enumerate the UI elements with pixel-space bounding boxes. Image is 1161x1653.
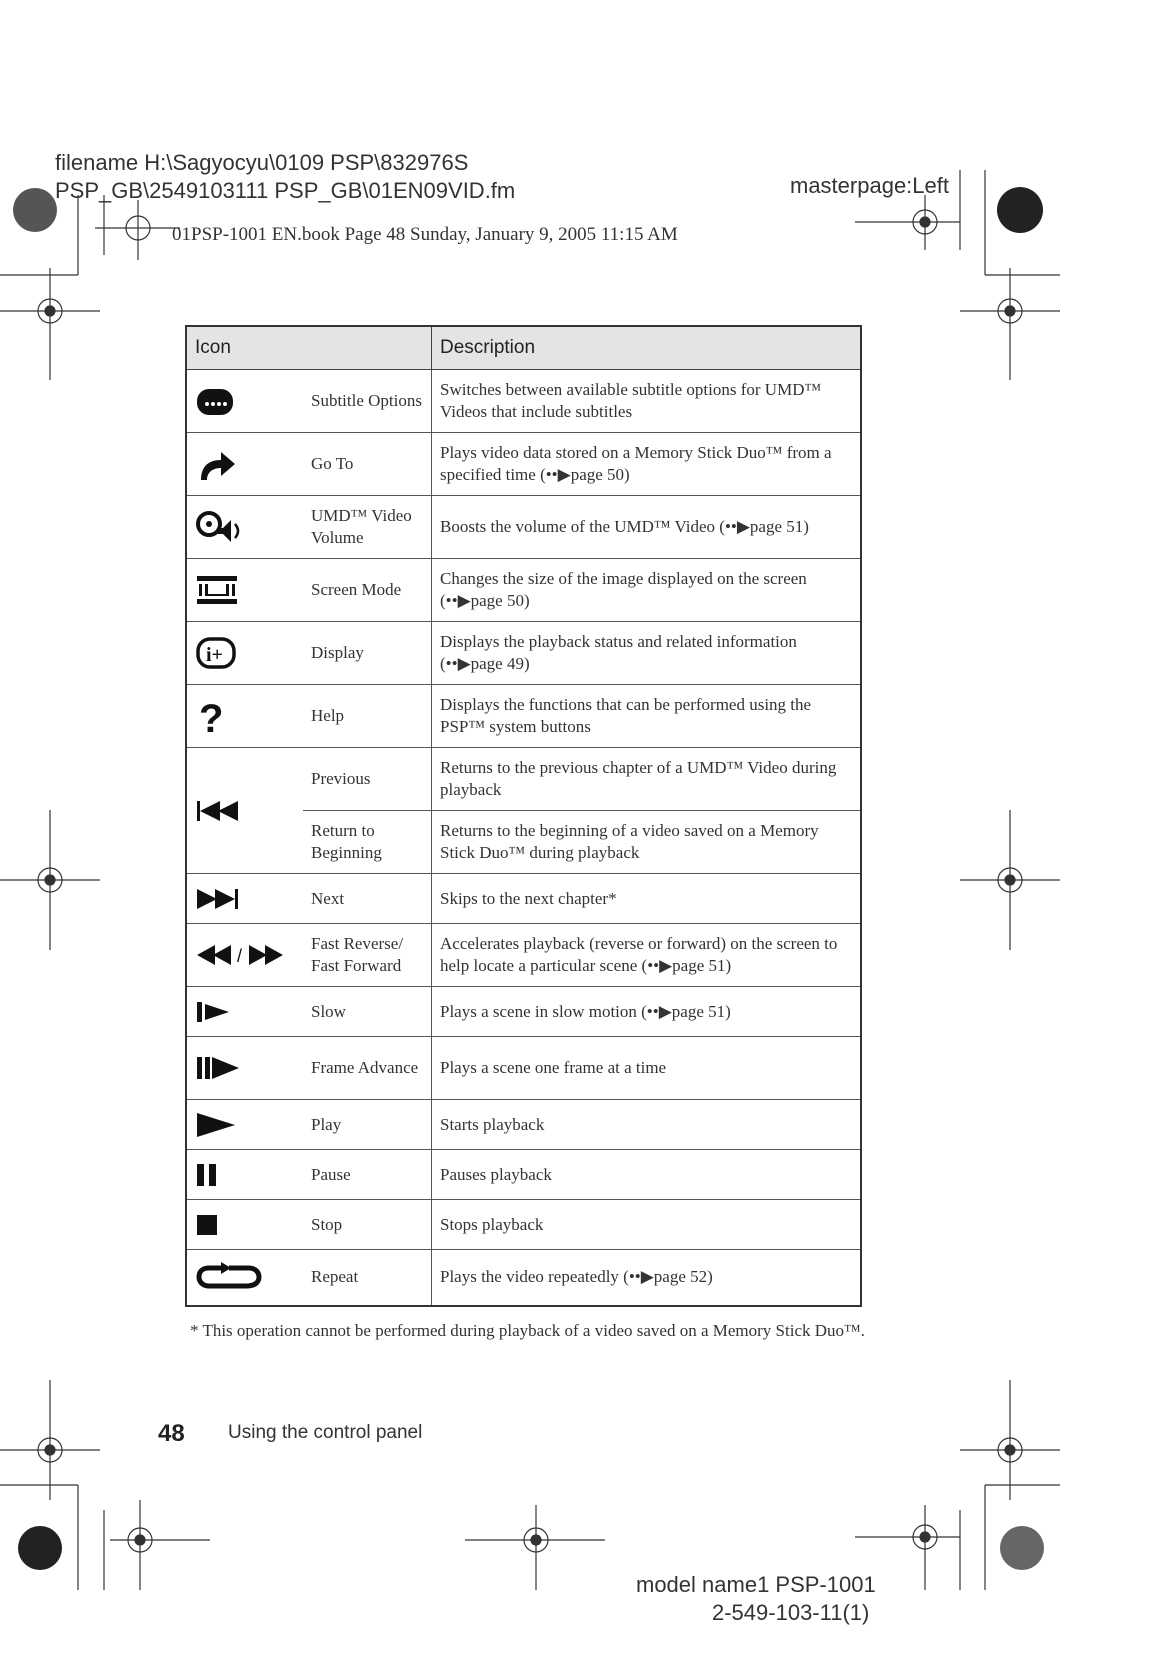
row-name: Previous (303, 748, 432, 811)
row-desc: Plays a scene one frame at a time (432, 1037, 862, 1100)
page-number: 48 (158, 1420, 185, 1447)
row-name: Fast Reverse/ Fast Forward (303, 924, 432, 987)
row-desc: Skips to the next chapter* (432, 874, 862, 924)
model-code: 2-549-103-11(1) (712, 1600, 870, 1625)
pause-icon (186, 1150, 303, 1200)
repeat-icon (186, 1250, 303, 1306)
table-row (186, 874, 861, 924)
screen-mode-icon (186, 559, 303, 622)
icon-column-header: Icon (186, 326, 432, 370)
row-desc: Starts playback (432, 1100, 862, 1150)
table-row (186, 1100, 861, 1150)
row-desc: Displays the playback status and related information (••▶page 49) (432, 622, 862, 685)
subtitle-icon (186, 370, 303, 433)
table-row (186, 987, 861, 1037)
slow-icon (186, 987, 303, 1037)
row-desc: Pauses playback (432, 1150, 862, 1200)
table-row (186, 433, 861, 496)
help-icon (186, 685, 303, 748)
table-row (186, 685, 861, 748)
row-name: Next (303, 874, 432, 924)
table-row (186, 496, 861, 559)
play-icon (186, 1100, 303, 1150)
masterpage-label: masterpage:Left (790, 173, 949, 198)
row-desc: Plays a scene in slow motion (••▶page 51) (432, 987, 862, 1037)
goto-icon (186, 433, 303, 496)
row-name: Stop (303, 1200, 432, 1250)
filename-line1: filename H:\Sagyocyu\0109 PSP\832976S (55, 150, 469, 175)
row-name: Go To (303, 433, 432, 496)
table-row (186, 1150, 861, 1200)
table-header (186, 326, 861, 370)
row-desc: Returns to the beginning of a video saved on a Memory Stick Duo™ during playback (432, 811, 862, 874)
footnote: * This operation cannot be performed during playback of a video saved on a Memory Stick Duo™. (190, 1321, 865, 1340)
table-row (186, 370, 861, 433)
row-desc: Plays the video repeatedly (••▶page 52) (432, 1250, 862, 1306)
row-name: Return to Beginning (303, 811, 432, 874)
svg-text:i+: i+ (206, 644, 223, 666)
row-name: Repeat (303, 1250, 432, 1306)
filename-line2: PSP_GB\2549103111 PSP_GB\01EN09VID.fm (55, 178, 516, 203)
table-row (186, 1037, 861, 1100)
description-column-header: Description (432, 326, 862, 370)
row-desc: Switches between available subtitle options for UMD™ Videos that include subtitles (432, 370, 862, 433)
svg-text:/: / (237, 946, 243, 966)
table-row (186, 924, 861, 987)
fast-icon (186, 924, 303, 987)
model-name: model name1 PSP-1001 (636, 1572, 876, 1597)
row-desc: Stops playback (432, 1200, 862, 1250)
table-row (186, 1250, 861, 1306)
frame-advance-icon (186, 1037, 303, 1100)
stop-icon (186, 1200, 303, 1250)
row-name: Pause (303, 1150, 432, 1200)
table-row (186, 559, 861, 622)
row-desc: Changes the size of the image displayed on the screen (••▶page 50) (432, 559, 862, 622)
previous-icon (186, 748, 303, 874)
row-name: Slow (303, 987, 432, 1037)
row-name: Frame Advance (303, 1037, 432, 1100)
row-desc: Displays the functions that can be performed using the PSP™ system buttons (432, 685, 862, 748)
display-icon (186, 622, 303, 685)
row-desc: Accelerates playback (reverse or forward) on the screen to help locate a particular scene (••▶page 51) (432, 924, 862, 987)
row-name: Screen Mode (303, 559, 432, 622)
volume-icon (186, 496, 303, 559)
row-desc: Boosts the volume of the UMD™ Video (••▶page 51) (432, 496, 862, 559)
row-desc: Returns to the previous chapter of a UMD™ Video during playback (432, 748, 862, 811)
row-name: Play (303, 1100, 432, 1150)
row-desc: Plays video data stored on a Memory Stick Duo™ from a specified time (••▶page 50) (432, 433, 862, 496)
control-icon-table (185, 325, 862, 1307)
row-name: Subtitle Options (303, 370, 432, 433)
svg-text:?: ? (199, 697, 224, 736)
row-name: Help (303, 685, 432, 748)
section-title: Using the control panel (228, 1422, 423, 1443)
row-name: Display (303, 622, 432, 685)
table-row (186, 1200, 861, 1250)
row-name: UMD™ Video Volume (303, 496, 432, 559)
book-line: 01PSP-1001 EN.book Page 48 Sunday, January 9, 2005 11:15 AM (172, 224, 678, 245)
table-row (186, 748, 861, 811)
next-icon (186, 874, 303, 924)
table-row (186, 622, 861, 685)
